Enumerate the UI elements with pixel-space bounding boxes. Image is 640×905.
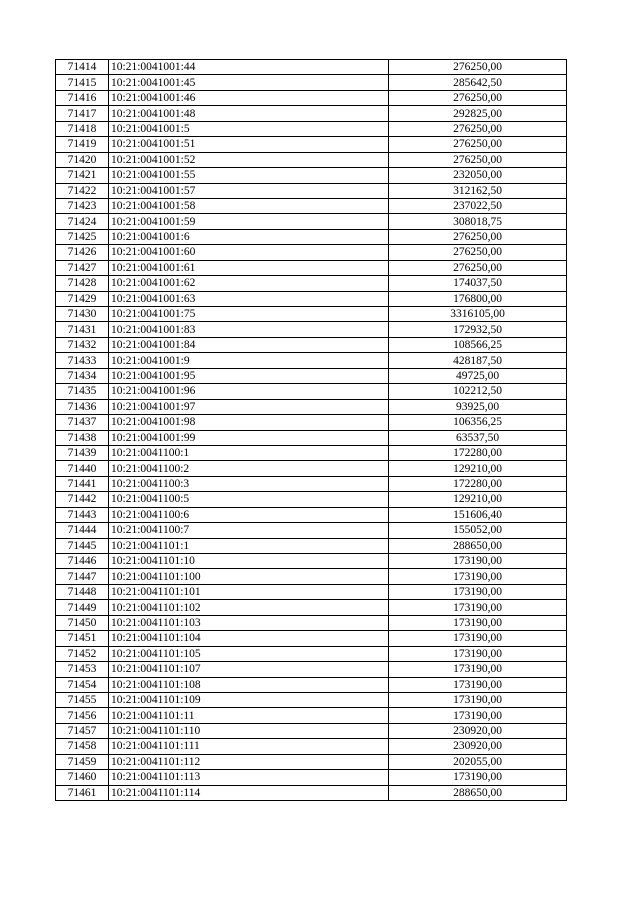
cadastral-number-cell: 10:21:0041101:1 bbox=[109, 538, 389, 553]
row-number-cell: 71432 bbox=[56, 337, 109, 352]
cadastral-number-cell: 10:21:0041100:6 bbox=[109, 507, 389, 522]
value-cell: 173190,00 bbox=[389, 692, 567, 707]
row-number-cell: 71452 bbox=[56, 646, 109, 661]
row-number-cell: 71461 bbox=[56, 785, 109, 800]
value-cell: 230920,00 bbox=[389, 723, 567, 738]
row-number-cell: 71456 bbox=[56, 708, 109, 723]
value-cell: 276250,00 bbox=[389, 121, 567, 136]
cadastral-value-table bbox=[55, 59, 567, 801]
value-cell: 129210,00 bbox=[389, 461, 567, 476]
cadastral-number-cell: 10:21:0041101:101 bbox=[109, 584, 389, 599]
row-number-cell: 71445 bbox=[56, 538, 109, 553]
table-row bbox=[56, 291, 567, 306]
value-cell: 276250,00 bbox=[389, 137, 567, 152]
cadastral-number-cell: 10:21:0041001:52 bbox=[109, 152, 389, 167]
table-row bbox=[56, 785, 567, 800]
value-cell: 155052,00 bbox=[389, 523, 567, 538]
row-number-cell: 71439 bbox=[56, 445, 109, 460]
row-number-cell: 71417 bbox=[56, 106, 109, 121]
table-row bbox=[56, 708, 567, 723]
row-number-cell: 71421 bbox=[56, 168, 109, 183]
cadastral-number-cell: 10:21:0041001:57 bbox=[109, 183, 389, 198]
value-cell: 173190,00 bbox=[389, 569, 567, 584]
value-cell: 276250,00 bbox=[389, 152, 567, 167]
value-cell: 237022,50 bbox=[389, 198, 567, 213]
table-row bbox=[56, 600, 567, 615]
table-row bbox=[56, 461, 567, 476]
table-row bbox=[56, 121, 567, 136]
cadastral-number-cell: 10:21:0041001:83 bbox=[109, 322, 389, 337]
value-cell: 292825,00 bbox=[389, 106, 567, 121]
table-row bbox=[56, 229, 567, 244]
row-number-cell: 71447 bbox=[56, 569, 109, 584]
cadastral-number-cell: 10:21:0041101:103 bbox=[109, 615, 389, 630]
value-cell: 173190,00 bbox=[389, 584, 567, 599]
table-row bbox=[56, 723, 567, 738]
cadastral-number-cell: 10:21:0041100:5 bbox=[109, 492, 389, 507]
value-cell: 288650,00 bbox=[389, 538, 567, 553]
value-cell: 276250,00 bbox=[389, 245, 567, 260]
cadastral-number-cell: 10:21:0041101:114 bbox=[109, 785, 389, 800]
cadastral-number-cell: 10:21:0041101:11 bbox=[109, 708, 389, 723]
value-cell: 151606,40 bbox=[389, 507, 567, 522]
value-cell: 173190,00 bbox=[389, 631, 567, 646]
row-number-cell: 71444 bbox=[56, 523, 109, 538]
value-cell: 173190,00 bbox=[389, 677, 567, 692]
value-cell: 202055,00 bbox=[389, 754, 567, 769]
row-number-cell: 71414 bbox=[56, 60, 109, 75]
cadastral-number-cell: 10:21:0041101:112 bbox=[109, 754, 389, 769]
table-row bbox=[56, 245, 567, 260]
value-cell: 108566,25 bbox=[389, 337, 567, 352]
table-row bbox=[56, 106, 567, 121]
value-cell: 49725,00 bbox=[389, 368, 567, 383]
cadastral-number-cell: 10:21:0041001:59 bbox=[109, 214, 389, 229]
table-row bbox=[56, 615, 567, 630]
cadastral-number-cell: 10:21:0041100:1 bbox=[109, 445, 389, 460]
row-number-cell: 71455 bbox=[56, 692, 109, 707]
row-number-cell: 71425 bbox=[56, 229, 109, 244]
cadastral-number-cell: 10:21:0041001:5 bbox=[109, 121, 389, 136]
cadastral-number-cell: 10:21:0041001:96 bbox=[109, 384, 389, 399]
cadastral-number-cell: 10:21:0041101:100 bbox=[109, 569, 389, 584]
value-cell: 129210,00 bbox=[389, 492, 567, 507]
cadastral-number-cell: 10:21:0041001:48 bbox=[109, 106, 389, 121]
row-number-cell: 71448 bbox=[56, 584, 109, 599]
table-row bbox=[56, 523, 567, 538]
table-row bbox=[56, 662, 567, 677]
table-row bbox=[56, 476, 567, 491]
row-number-cell: 71434 bbox=[56, 368, 109, 383]
cadastral-number-cell: 10:21:0041001:9 bbox=[109, 353, 389, 368]
table-row bbox=[56, 337, 567, 352]
cadastral-number-cell: 10:21:0041001:95 bbox=[109, 368, 389, 383]
row-number-cell: 71418 bbox=[56, 121, 109, 136]
table-row bbox=[56, 152, 567, 167]
row-number-cell: 71441 bbox=[56, 476, 109, 491]
row-number-cell: 71457 bbox=[56, 723, 109, 738]
row-number-cell: 71430 bbox=[56, 307, 109, 322]
cadastral-number-cell: 10:21:0041101:107 bbox=[109, 662, 389, 677]
value-cell: 232050,00 bbox=[389, 168, 567, 183]
cadastral-number-cell: 10:21:0041101:104 bbox=[109, 631, 389, 646]
row-number-cell: 71443 bbox=[56, 507, 109, 522]
value-cell: 172280,00 bbox=[389, 476, 567, 491]
row-number-cell: 71442 bbox=[56, 492, 109, 507]
cadastral-number-cell: 10:21:0041001:58 bbox=[109, 198, 389, 213]
value-cell: 176800,00 bbox=[389, 291, 567, 306]
table-row bbox=[56, 770, 567, 785]
table-row bbox=[56, 214, 567, 229]
value-cell: 173190,00 bbox=[389, 662, 567, 677]
row-number-cell: 71453 bbox=[56, 662, 109, 677]
value-cell: 173190,00 bbox=[389, 600, 567, 615]
table-row bbox=[56, 137, 567, 152]
row-number-cell: 71459 bbox=[56, 754, 109, 769]
value-cell: 173190,00 bbox=[389, 646, 567, 661]
value-cell: 173190,00 bbox=[389, 554, 567, 569]
table-row bbox=[56, 168, 567, 183]
row-number-cell: 71450 bbox=[56, 615, 109, 630]
row-number-cell: 71449 bbox=[56, 600, 109, 615]
value-cell: 428187,50 bbox=[389, 353, 567, 368]
row-number-cell: 71451 bbox=[56, 631, 109, 646]
value-cell: 93925,00 bbox=[389, 399, 567, 414]
cadastral-number-cell: 10:21:0041001:46 bbox=[109, 90, 389, 105]
value-cell: 106356,25 bbox=[389, 415, 567, 430]
row-number-cell: 71435 bbox=[56, 384, 109, 399]
row-number-cell: 71431 bbox=[56, 322, 109, 337]
row-number-cell: 71416 bbox=[56, 90, 109, 105]
cadastral-number-cell: 10:21:0041100:3 bbox=[109, 476, 389, 491]
row-number-cell: 71423 bbox=[56, 198, 109, 213]
cadastral-number-cell: 10:21:0041001:61 bbox=[109, 260, 389, 275]
row-number-cell: 71420 bbox=[56, 152, 109, 167]
value-cell: 276250,00 bbox=[389, 60, 567, 75]
value-cell: 174037,50 bbox=[389, 276, 567, 291]
cadastral-number-cell: 10:21:0041100:7 bbox=[109, 523, 389, 538]
table-row bbox=[56, 415, 567, 430]
table-row bbox=[56, 754, 567, 769]
cadastral-number-cell: 10:21:0041001:55 bbox=[109, 168, 389, 183]
value-cell: 312162,50 bbox=[389, 183, 567, 198]
cadastral-number-cell: 10:21:0041101:108 bbox=[109, 677, 389, 692]
value-cell: 172932,50 bbox=[389, 322, 567, 337]
table-row bbox=[56, 538, 567, 553]
table-row bbox=[56, 399, 567, 414]
value-cell: 102212,50 bbox=[389, 384, 567, 399]
cadastral-number-cell: 10:21:0041001:62 bbox=[109, 276, 389, 291]
row-number-cell: 71422 bbox=[56, 183, 109, 198]
row-number-cell: 71427 bbox=[56, 260, 109, 275]
cadastral-number-cell: 10:21:0041001:75 bbox=[109, 307, 389, 322]
cadastral-number-cell: 10:21:0041101:111 bbox=[109, 739, 389, 754]
table-row bbox=[56, 368, 567, 383]
row-number-cell: 71460 bbox=[56, 770, 109, 785]
cadastral-number-cell: 10:21:0041101:109 bbox=[109, 692, 389, 707]
row-number-cell: 71438 bbox=[56, 430, 109, 445]
cadastral-number-cell: 10:21:0041001:44 bbox=[109, 60, 389, 75]
value-cell: 63537,50 bbox=[389, 430, 567, 445]
table-row bbox=[56, 507, 567, 522]
table-body bbox=[56, 60, 567, 801]
table-row bbox=[56, 492, 567, 507]
value-cell: 230920,00 bbox=[389, 739, 567, 754]
value-cell: 276250,00 bbox=[389, 229, 567, 244]
row-number-cell: 71415 bbox=[56, 75, 109, 90]
table-row bbox=[56, 198, 567, 213]
table-row bbox=[56, 322, 567, 337]
row-number-cell: 71454 bbox=[56, 677, 109, 692]
table-row bbox=[56, 584, 567, 599]
table-row bbox=[56, 631, 567, 646]
value-cell: 173190,00 bbox=[389, 708, 567, 723]
cadastral-number-cell: 10:21:0041101:105 bbox=[109, 646, 389, 661]
table-row bbox=[56, 75, 567, 90]
table-row bbox=[56, 430, 567, 445]
value-cell: 3316105,00 bbox=[389, 307, 567, 322]
row-number-cell: 71419 bbox=[56, 137, 109, 152]
table-row bbox=[56, 384, 567, 399]
cadastral-number-cell: 10:21:0041001:99 bbox=[109, 430, 389, 445]
row-number-cell: 71446 bbox=[56, 554, 109, 569]
row-number-cell: 71424 bbox=[56, 214, 109, 229]
table-row bbox=[56, 692, 567, 707]
table-row bbox=[56, 276, 567, 291]
cadastral-number-cell: 10:21:0041101:113 bbox=[109, 770, 389, 785]
value-cell: 173190,00 bbox=[389, 615, 567, 630]
value-cell: 285642,50 bbox=[389, 75, 567, 90]
value-cell: 276250,00 bbox=[389, 260, 567, 275]
cadastral-number-cell: 10:21:0041001:84 bbox=[109, 337, 389, 352]
row-number-cell: 71429 bbox=[56, 291, 109, 306]
table-row bbox=[56, 90, 567, 105]
value-cell: 173190,00 bbox=[389, 770, 567, 785]
row-number-cell: 71437 bbox=[56, 415, 109, 430]
table-row bbox=[56, 260, 567, 275]
table-row bbox=[56, 554, 567, 569]
table-row bbox=[56, 646, 567, 661]
cadastral-number-cell: 10:21:0041001:98 bbox=[109, 415, 389, 430]
value-cell: 172280,00 bbox=[389, 445, 567, 460]
value-cell: 308018,75 bbox=[389, 214, 567, 229]
table-row bbox=[56, 307, 567, 322]
row-number-cell: 71428 bbox=[56, 276, 109, 291]
row-number-cell: 71440 bbox=[56, 461, 109, 476]
row-number-cell: 71433 bbox=[56, 353, 109, 368]
cadastral-number-cell: 10:21:0041001:51 bbox=[109, 137, 389, 152]
table-row bbox=[56, 677, 567, 692]
cadastral-number-cell: 10:21:0041001:60 bbox=[109, 245, 389, 260]
cadastral-number-cell: 10:21:0041101:110 bbox=[109, 723, 389, 738]
cadastral-number-cell: 10:21:0041101:10 bbox=[109, 554, 389, 569]
table-row bbox=[56, 60, 567, 75]
table-row bbox=[56, 353, 567, 368]
table-row bbox=[56, 569, 567, 584]
row-number-cell: 71426 bbox=[56, 245, 109, 260]
cadastral-number-cell: 10:21:0041001:97 bbox=[109, 399, 389, 414]
cadastral-number-cell: 10:21:0041101:102 bbox=[109, 600, 389, 615]
table-row bbox=[56, 739, 567, 754]
value-cell: 288650,00 bbox=[389, 785, 567, 800]
cadastral-number-cell: 10:21:0041001:45 bbox=[109, 75, 389, 90]
cadastral-number-cell: 10:21:0041001:63 bbox=[109, 291, 389, 306]
cadastral-number-cell: 10:21:0041100:2 bbox=[109, 461, 389, 476]
cadastral-number-cell: 10:21:0041001:6 bbox=[109, 229, 389, 244]
value-cell: 276250,00 bbox=[389, 90, 567, 105]
table-row bbox=[56, 183, 567, 198]
table-row bbox=[56, 445, 567, 460]
row-number-cell: 71458 bbox=[56, 739, 109, 754]
row-number-cell: 71436 bbox=[56, 399, 109, 414]
